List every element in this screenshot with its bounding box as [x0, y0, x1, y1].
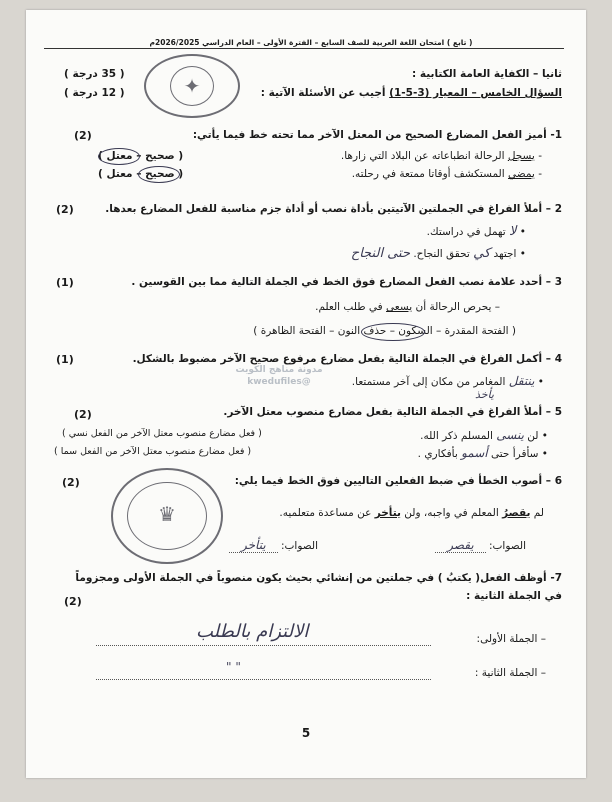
q2-item-2-extra: حتى النجاح	[350, 246, 410, 261]
q1-item-1: - يسجل الرحالة انطباعاته عن البلاد التي زارها.	[340, 150, 542, 162]
q4-sentence: • ينتقل المغامر من مكان إلى آخر مستمتعا.	[351, 374, 544, 388]
exam-page	[26, 10, 586, 778]
q1-item-1-choice: ( صحيح – معتل )	[98, 150, 184, 162]
q3-title: 3 – أحدد علامة نصب الفعل المضارع فوق الخط في الجملة التالية مما بين القوسين .	[131, 276, 562, 288]
q2-item-2: • اجتهد كي تحقق النجاح. حتى النجاح	[350, 246, 526, 261]
q2-item-1: • لا تهمل في دراستك.	[426, 224, 526, 239]
q4-title: 4 – أكمل الفراغ في الجملة التالية بفعل مضارع مرفوع صحيح الآخر مضبوط بالشكل.	[132, 353, 562, 365]
q1-item-1-verb: يسجل	[507, 150, 535, 162]
q7-title-continued: في الجملة الثانية :	[466, 590, 562, 602]
emblem-icon: ✦	[183, 74, 201, 98]
page-number: 5	[301, 726, 311, 740]
q6-answer-2: يتأخر	[229, 538, 278, 553]
section-title: ثانيا – الكفاية العامة الكتابية :	[412, 68, 562, 80]
exam-header: ( تابع ) امتحان اللغة العربية للصف السابع – الفترة الأولى – العام الدراسي 2026/2025م	[149, 38, 473, 47]
q2-mark: (2)	[56, 203, 74, 216]
q2-item-2-answer: كي	[473, 246, 491, 261]
crown-icon: ♛	[158, 502, 176, 526]
q7-line2-field	[96, 669, 431, 680]
school-seal-top	[144, 54, 240, 118]
q7-line1-answer: الالتزام بالطلب	[196, 621, 309, 642]
q7-line2-answer: " "	[226, 660, 241, 674]
q5-item-1-answer: ينسى	[496, 428, 524, 442]
q5-item-1: • لن ينسى المسلم ذكر الله.	[420, 428, 548, 442]
q6-verb-2: يتأخر	[374, 507, 401, 519]
question5-label: السؤال الخامس – المعيار (3-5-1)	[389, 87, 562, 99]
q6-mark: (2)	[62, 476, 80, 489]
q4-draft: يأخذ	[475, 388, 494, 401]
q3-sentence: – يحرص الرحالة أن يسعى في طلب العلم.	[315, 301, 500, 313]
q1-item-2-choice: ( صحيح – معتل )	[98, 168, 184, 180]
section-subtitle	[261, 87, 562, 99]
q6-verb-1: يقصرُ	[502, 507, 531, 519]
q3-mark: (1)	[56, 276, 74, 289]
q1-answer-1-circle	[98, 148, 140, 165]
total-marks: ( 35 درجة )	[64, 68, 125, 80]
q5-mark: (2)	[74, 408, 92, 421]
q5-title: 5 – أملأ الفراغ في الجملة التالية بفعل مضارع منصوب معتل الآخر.	[223, 406, 562, 418]
q2-item-1-answer: لا	[509, 224, 517, 239]
q1-mark: (2)	[74, 129, 92, 142]
q2-title: 2 – أملأ الفراغ في الجملتين الآتيتين بأداة نصب أو أداة جزم مناسبة للفعل المضارع بعدها.	[105, 203, 562, 215]
q7-title: 7- أوظف الفعل( يكتبُ ) في جملتين من إنشائي بحيث يكون منصوباً في الجملة الأولى ومجزوماً	[75, 572, 562, 584]
q6-correction-1: الصواب: يقصر	[435, 538, 526, 552]
header-rule	[44, 48, 564, 49]
q7-mark: (2)	[64, 595, 82, 608]
question5-instruction: أجيب عن الأسئلة الآتية :	[260, 87, 386, 99]
question-marks: ( 12 درجة )	[64, 87, 125, 99]
q5-item-2: • سأقرأ حتى أسمو بأفكاري .	[417, 446, 548, 460]
blog-watermark: مدونة مناهج الكويت @kwedufiles	[235, 365, 323, 387]
q3-verb: يسعى	[386, 301, 413, 313]
q1-item-2: - يمضي المستكشف أوقاتا ممتعة في رحلته.	[351, 168, 542, 180]
q1-title: 1- أميز الفعل المضارع الصحيح من المعتل الآخر مما تحته خط فيما يأتي:	[192, 129, 562, 141]
q5-item-1-note: ( فعل مضارع منصوب معتل الآخر من الفعل نسي )	[62, 428, 262, 439]
q6-correction-2: الصواب: يتأخر	[229, 538, 318, 552]
q7-line1-label: – الجملة الأولى:	[476, 633, 546, 645]
school-seal-middle	[111, 468, 223, 564]
q6-title: 6 – أصوب الخطأ في ضبط الفعلين التاليين فوق الخط فيما يلي:	[234, 475, 562, 487]
q7-line2-label: – الجملة الثانية :	[474, 667, 546, 679]
q3-answer-circle	[361, 323, 425, 341]
q4-answer: ينتقل	[508, 374, 535, 388]
q1-answer-2-circle	[138, 166, 180, 183]
q4-mark: (1)	[56, 353, 74, 366]
q5-item-2-note: ( فعل مضارع منصوب معتل الآخر من الفعل سما )	[54, 446, 252, 457]
q3-choices: ( الفتحة المقدرة – السكون – حذف النون – الفتحة الظاهرة )	[253, 325, 516, 337]
q6-answer-1: يقصر	[435, 538, 485, 553]
q6-sentence: لم يقصرُ المعلم في واجبه، ولن يتأخر عن مساعدة متعلميه.	[279, 507, 544, 519]
q5-item-2-answer: أسمو	[461, 446, 488, 460]
q1-item-2-verb: يمضي	[508, 168, 535, 180]
